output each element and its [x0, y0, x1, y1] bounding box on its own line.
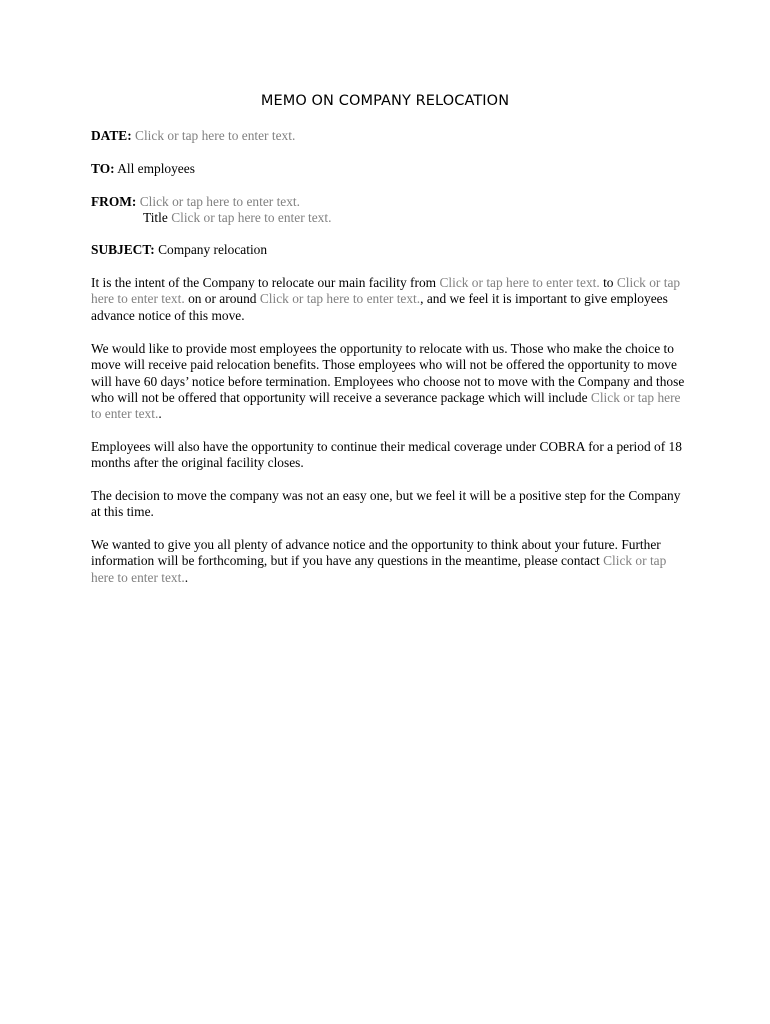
to-line: [91, 161, 691, 177]
paragraph-decision: The decision to move the company was not an easy one, but we feel it will be a positive step for the Company at this time.: [91, 488, 681, 520]
p5-end: .: [184, 569, 189, 585]
p1-text-e: , and we feel it is important to give employees advance notice of this move.: [91, 291, 668, 323]
p1-text-a: It is the intent of the Company to relocate our main facility from: [91, 275, 437, 290]
to-location-field[interactable]: Click or tap here to enter text.: [91, 275, 681, 307]
paragraph-cobra: Employees will also have the opportunity to continue their medical coverage under COBRA for a period of 18 months after the original facility closes.: [91, 439, 682, 471]
paragraph-contact: [91, 537, 691, 586]
contact-field[interactable]: Click or tap here to enter text.: [91, 553, 667, 585]
p1-text-d: on or around: [188, 291, 257, 307]
to-value: All employees: [117, 161, 195, 176]
date-field[interactable]: Click or tap here to enter text.: [135, 128, 296, 143]
from-field[interactable]: Click or tap here to enter text.: [139, 194, 300, 209]
p2-text: We would like to provide most employees the opportunity to relocate with us. Those who make the choice to move will receive paid relocation benefits. Those employees who will not be offered the opportunity to move will have 60 days’ notice before termination. Employees who choose not to move with the Company and those who will not be offered that opportunity will receive a severance package which will include: [91, 341, 685, 405]
title-line: [91, 210, 743, 226]
relocation-date-field[interactable]: Click or tap here to enter text.: [259, 291, 421, 307]
from-location-field[interactable]: Click or tap here to enter text.: [439, 275, 600, 290]
title-label: Title: [143, 210, 168, 225]
date-label: DATE:: [91, 128, 132, 143]
from-label: FROM:: [91, 194, 137, 209]
subject-label: SUBJECT:: [91, 242, 155, 257]
from-line: [91, 194, 691, 210]
subject-line: [91, 242, 691, 258]
paragraph-relocation-benefits: [91, 341, 691, 422]
memo-title: MEMO ON COMPANY RELOCATION: [260, 93, 510, 109]
paragraph-relocation-intent: [91, 275, 691, 324]
p5-text: We wanted to give you all plenty of advance notice and the opportunity to think about your future. Further information will be forthcoming, but if you have any questions in the meantime, please contact: [91, 537, 661, 569]
to-label: TO:: [91, 161, 115, 176]
severance-field[interactable]: Click or tap here to enter text.: [91, 389, 681, 422]
title-field[interactable]: Click or tap here to enter text.: [171, 210, 332, 225]
date-line: [91, 128, 691, 144]
subject-value: Company relocation: [158, 242, 268, 257]
p2-end: .: [158, 406, 162, 422]
p1-text-b: to: [603, 275, 614, 290]
